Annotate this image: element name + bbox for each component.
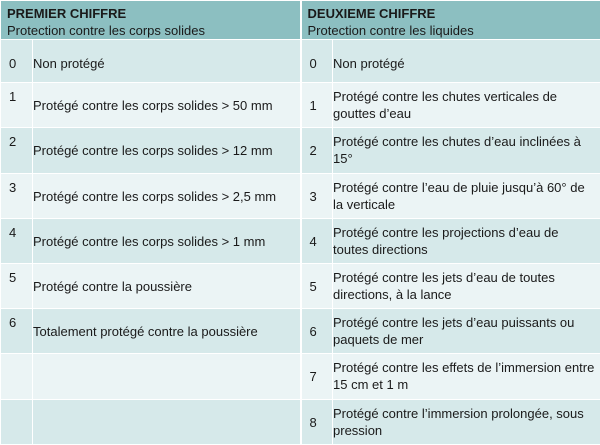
first-digit-description: Protégé contre les corps solides > 50 mm xyxy=(33,83,301,128)
second-digit-code: 7 xyxy=(301,354,333,399)
first-digit-description xyxy=(33,354,301,399)
first-digit-description: Protégé contre la poussière xyxy=(33,264,301,309)
table-row xyxy=(1,218,600,263)
first-digit-description: Protégé contre les corps solides > 1 mm xyxy=(33,218,301,263)
second-digit-code: 1 xyxy=(301,83,333,128)
first-digit-description: Totalement protégé contre la poussière xyxy=(33,309,301,354)
first-digit-code: 1 xyxy=(1,83,33,128)
first-digit-code: 6 xyxy=(1,309,33,354)
header-first-digit xyxy=(1,1,301,40)
table-row xyxy=(1,83,600,128)
first-digit-description: Protégé contre les corps solides > 2,5 mm xyxy=(33,173,301,218)
first-digit-code: 4 xyxy=(1,218,33,263)
second-digit-description: Protégé contre l’eau de pluie jusqu’à 60° de la verticale xyxy=(333,173,600,218)
header-first-digit-subtitle: Protection contre les corps solides xyxy=(7,23,205,38)
table-row xyxy=(1,40,600,83)
header-second-digit xyxy=(301,1,600,40)
first-digit-code xyxy=(1,399,33,444)
second-digit-code: 6 xyxy=(301,309,333,354)
first-digit-code: 3 xyxy=(1,173,33,218)
table-row xyxy=(1,264,600,309)
second-digit-code: 8 xyxy=(301,399,333,444)
table-row xyxy=(1,399,600,444)
first-digit-code xyxy=(1,354,33,399)
first-digit-code: 5 xyxy=(1,264,33,309)
second-digit-code: 3 xyxy=(301,173,333,218)
second-digit-description: Protégé contre les chutes verticales de gouttes d’eau xyxy=(333,83,600,128)
second-digit-code: 5 xyxy=(301,264,333,309)
second-digit-description: Protégé contre les projections d’eau de toutes directions xyxy=(333,218,600,263)
header-second-digit-title: DEUXIEME CHIFFRE xyxy=(307,6,436,21)
first-digit-description xyxy=(33,399,301,444)
second-digit-description: Protégé contre les jets d’eau de toutes directions, à la lance xyxy=(333,264,600,309)
table-header-row xyxy=(1,1,600,40)
header-first-digit-title: PREMIER CHIFFRE xyxy=(7,6,127,21)
first-digit-code: 0 xyxy=(1,40,33,83)
table-row xyxy=(1,309,600,354)
second-digit-description: Protégé contre les jets d’eau puissants ou paquets de mer xyxy=(333,309,600,354)
first-digit-code: 2 xyxy=(1,128,33,173)
table-row xyxy=(1,354,600,399)
table-row xyxy=(1,173,600,218)
first-digit-description: Protégé contre les corps solides > 12 mm xyxy=(33,128,301,173)
second-digit-code: 4 xyxy=(301,218,333,263)
header-second-digit-subtitle: Protection contre les liquides xyxy=(307,23,474,38)
first-digit-description: Non protégé xyxy=(33,40,301,83)
second-digit-description: Protégé contre les effets de l’immersion entre 15 cm et 1 m xyxy=(333,354,600,399)
table-row xyxy=(1,128,600,173)
second-digit-code: 0 xyxy=(301,40,333,83)
second-digit-description: Non protégé xyxy=(333,40,600,83)
second-digit-description: Protégé contre les chutes d’eau inclinées à 15° xyxy=(333,128,600,173)
second-digit-code: 2 xyxy=(301,128,333,173)
second-digit-description: Protégé contre l’immersion prolongée, sous pression xyxy=(333,399,600,444)
